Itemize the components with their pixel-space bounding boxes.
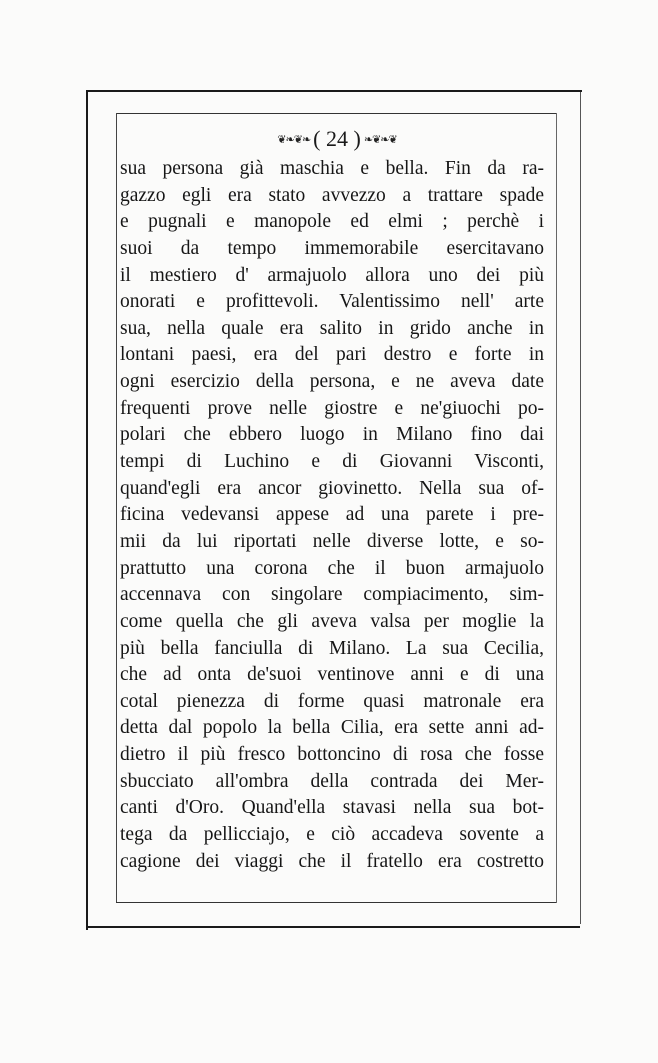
outer-border-bottom (86, 926, 580, 928)
text-line: tega da pellicciajo, e ciò accadeva sovente a (120, 824, 544, 846)
inner-border-bottom (116, 902, 556, 903)
text-line: sbucciato all'ombra della contrada dei Mer- (120, 770, 544, 792)
text-line: frequenti prove nelle giostre e ne'giuochi po- (120, 397, 544, 419)
text-line: sua persona già maschia e bella. Fin da ra- (120, 158, 544, 179)
text-line: che ad onta de'suoi ventinove anni e di una (120, 664, 544, 686)
inner-border-left (116, 113, 117, 903)
text-line: onorati e profittevoli. Valentissimo nell' arte (120, 291, 544, 313)
inner-border-top (116, 113, 556, 114)
text-line: tempi di Luchino e di Giovanni Visconti, (120, 451, 544, 473)
text-line: dietro il più fresco bottoncino di rosa che fosse (120, 744, 544, 766)
text-line: quand'egli era ancor giovinetto. Nella sua of- (120, 477, 544, 499)
ornament-right-icon: ❧❦❧❦ (363, 132, 397, 146)
text-line: prattutto una corona che il buon armajuolo (120, 557, 544, 579)
text-line: cagione dei viaggi che il fratello era costretto (120, 850, 544, 872)
text-line: cotal pienezza di forme quasi matronale era (120, 690, 544, 712)
text-line: suoi da tempo immemorabile esercitavano (120, 237, 544, 259)
text-line: gazzo egli era stato avvezzo a trattare spade (120, 184, 544, 206)
inner-border-right (556, 113, 557, 903)
outer-border-top (86, 90, 582, 92)
body-text (120, 156, 544, 875)
text-line: lontani paesi, era del pari destro e forte in (120, 344, 544, 366)
outer-border-right (580, 92, 581, 924)
page-number: ( 24 ) (313, 126, 361, 151)
text-line: e pugnali e manopole ed elmi ; perchè i (120, 211, 544, 233)
page-header (117, 124, 557, 154)
text-line: detta dal popolo la bella Cilia, era sette anni ad- (120, 717, 544, 739)
text-line: come quella che gli aveva valsa per moglie la (120, 610, 544, 632)
text-line: ogni esercizio della persona, e ne aveva date (120, 371, 544, 393)
outer-border-left (86, 90, 88, 930)
text-line: più bella fanciulla di Milano. La sua Cecilia, (120, 637, 544, 659)
text-line: mii da lui riportati nelle diverse lotte, e so- (120, 530, 544, 552)
text-line: il mestiero d' armajuolo allora uno dei più (120, 264, 544, 286)
ornament-left-icon: ❦❧❦❧ (277, 132, 311, 146)
text-line: canti d'Oro. Quand'ella stavasi nella sua bot- (120, 797, 544, 819)
text-line: sua, nella quale era salito in grido anche in (120, 317, 544, 339)
text-line: polari che ebbero luogo in Milano fino dai (120, 424, 544, 446)
text-line: accennava con singolare compiacimento, sim- (120, 584, 544, 606)
text-line: ficina vedevansi appese ad una parete i pre- (120, 504, 544, 526)
